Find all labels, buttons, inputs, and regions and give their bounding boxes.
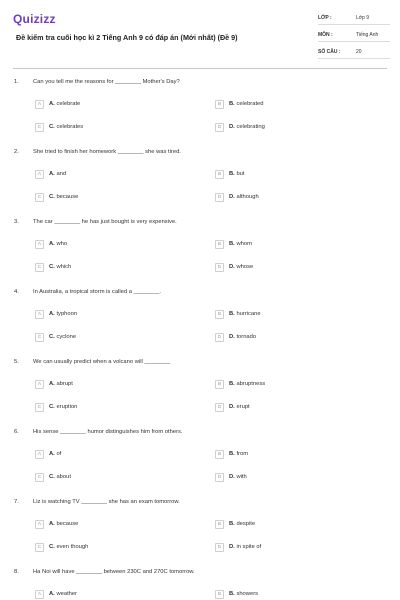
option-text: cyclone xyxy=(56,334,77,340)
answer-option[interactable] xyxy=(215,472,247,482)
option-label xyxy=(229,241,252,247)
worksheet-header xyxy=(0,0,400,64)
option-text: whom xyxy=(236,241,252,247)
question-number: 3. xyxy=(14,219,19,225)
question-text: In Australia, a tropical storm is called a ________. xyxy=(33,289,161,295)
meta-row-subject xyxy=(318,28,390,42)
option-checkbox[interactable]: D xyxy=(215,193,224,202)
answer-option[interactable] xyxy=(215,192,259,202)
meta-row-count xyxy=(318,45,390,59)
option-label xyxy=(229,194,259,200)
option-text: from xyxy=(236,451,249,457)
option-letter: B. xyxy=(229,171,235,177)
question-number: 8. xyxy=(14,569,19,575)
option-text: celebrating xyxy=(236,124,265,130)
answer-option[interactable] xyxy=(35,239,67,249)
option-text: showers xyxy=(236,591,259,597)
option-checkbox[interactable]: B xyxy=(215,170,224,179)
option-label xyxy=(49,311,77,317)
option-label xyxy=(49,334,76,340)
option-checkbox[interactable]: A xyxy=(35,100,44,109)
question-text: We can usually predict when a volcano will ________ xyxy=(33,359,171,365)
option-letter: A. xyxy=(49,381,55,387)
option-letter: C. xyxy=(49,474,55,480)
answer-option[interactable] xyxy=(35,192,78,202)
option-text: which xyxy=(56,264,72,270)
answer-option[interactable] xyxy=(215,589,258,599)
option-label xyxy=(49,241,67,247)
meta-key: SỐ CÂU : xyxy=(318,48,341,55)
option-checkbox[interactable]: B xyxy=(215,240,224,249)
question-text: Ha Noi will have ________ between 230C and 270C tomorrow. xyxy=(33,569,195,575)
option-label xyxy=(49,474,71,480)
option-letter: D. xyxy=(229,194,235,200)
option-label xyxy=(49,171,66,177)
option-checkbox[interactable]: D xyxy=(215,403,224,412)
option-label xyxy=(49,591,77,597)
option-text: hurricane xyxy=(236,311,261,317)
answer-option[interactable] xyxy=(215,239,252,249)
option-label xyxy=(229,544,261,550)
option-label xyxy=(229,101,264,107)
answer-option[interactable] xyxy=(35,262,71,272)
option-text: weather xyxy=(56,591,78,597)
option-checkbox[interactable]: D xyxy=(215,473,224,482)
option-checkbox[interactable]: D xyxy=(215,543,224,552)
header-divider xyxy=(13,68,387,69)
option-letter: A. xyxy=(49,241,55,247)
answer-option[interactable] xyxy=(35,589,77,599)
option-letter: A. xyxy=(49,451,55,457)
question-text: His sense ________ humor distinguishes him from others. xyxy=(33,429,183,435)
question-item xyxy=(0,289,400,359)
option-letter: D. xyxy=(229,544,235,550)
option-text: but xyxy=(236,171,245,177)
option-text: celebrate xyxy=(56,101,81,107)
option-label xyxy=(49,381,73,387)
meta-value: Tiếng Anh xyxy=(356,31,379,38)
option-letter: D. xyxy=(229,404,235,410)
answer-option[interactable] xyxy=(215,169,245,179)
option-text: abrupt xyxy=(56,381,73,387)
question-text: Liz is watching TV ________ she has an exam tomorrow. xyxy=(33,499,180,505)
question-text: The car ________ he has just bought is very expensive. xyxy=(33,219,177,225)
answer-option[interactable] xyxy=(35,169,66,179)
option-letter: D. xyxy=(229,124,235,130)
answer-option[interactable] xyxy=(35,122,83,132)
option-text: although xyxy=(236,194,259,200)
option-label xyxy=(229,264,253,270)
option-checkbox[interactable]: B xyxy=(215,100,224,109)
option-checkbox[interactable]: D xyxy=(215,263,224,272)
option-letter: A. xyxy=(49,101,55,107)
option-checkbox[interactable]: B xyxy=(215,520,224,529)
question-item xyxy=(0,79,400,149)
option-label xyxy=(229,591,258,597)
option-label xyxy=(49,404,77,410)
option-letter: C. xyxy=(49,334,55,340)
option-label xyxy=(49,101,80,107)
option-checkbox[interactable]: B xyxy=(215,590,224,599)
option-letter: A. xyxy=(49,521,55,527)
option-letter: B. xyxy=(229,311,235,317)
option-checkbox[interactable]: C xyxy=(35,123,44,132)
option-text: abruptness xyxy=(236,381,266,387)
option-text: eruption xyxy=(56,404,78,410)
option-label xyxy=(229,451,248,457)
answer-option[interactable] xyxy=(35,449,61,459)
answer-option[interactable] xyxy=(215,122,265,132)
option-checkbox[interactable]: C xyxy=(35,263,44,272)
worksheet-title: Đề kiểm tra cuối học kì 2 Tiếng Anh 9 có đáp án (Mới nhất) (Đề 9) xyxy=(16,33,238,42)
option-checkbox[interactable]: C xyxy=(35,193,44,202)
question-number: 2. xyxy=(14,149,19,155)
question-item xyxy=(0,499,400,569)
option-label xyxy=(49,124,83,130)
option-text: of xyxy=(56,451,62,457)
option-letter: D. xyxy=(229,474,235,480)
option-letter: C. xyxy=(49,404,55,410)
question-text: She tried to finish her homework ________ she was tired. xyxy=(33,149,181,155)
question-number: 6. xyxy=(14,429,19,435)
option-checkbox[interactable]: A xyxy=(35,380,44,389)
quizizz-logo: Quizizz xyxy=(13,12,56,26)
answer-option[interactable] xyxy=(35,542,88,552)
option-letter: C. xyxy=(49,194,55,200)
option-checkbox[interactable]: D xyxy=(215,123,224,132)
option-letter: D. xyxy=(229,334,235,340)
option-label xyxy=(49,544,88,550)
option-text: celebrates xyxy=(56,124,84,130)
answer-option[interactable] xyxy=(215,332,256,342)
option-letter: B. xyxy=(229,101,235,107)
answer-option[interactable] xyxy=(35,99,80,109)
answer-option[interactable] xyxy=(215,309,261,319)
option-text: whose xyxy=(236,264,254,270)
option-label xyxy=(229,334,256,340)
option-label xyxy=(229,381,265,387)
option-text: about xyxy=(56,474,71,480)
question-list xyxy=(0,79,400,600)
question-item xyxy=(0,569,400,600)
option-text: erupt xyxy=(236,404,250,410)
answer-option[interactable] xyxy=(35,472,71,482)
option-letter: C. xyxy=(49,264,55,270)
question-item xyxy=(0,359,400,429)
question-number: 4. xyxy=(14,289,19,295)
option-checkbox[interactable]: A xyxy=(35,450,44,459)
answer-option[interactable] xyxy=(215,542,261,552)
option-checkbox[interactable]: C xyxy=(35,403,44,412)
option-text: typhoon xyxy=(56,311,78,317)
option-letter: B. xyxy=(229,591,235,597)
option-label xyxy=(49,264,71,270)
answer-option[interactable] xyxy=(215,262,253,272)
option-letter: B. xyxy=(229,381,235,387)
option-checkbox[interactable]: D xyxy=(215,333,224,342)
option-label xyxy=(229,521,255,527)
option-text: because xyxy=(56,194,79,200)
option-label xyxy=(229,474,247,480)
meta-row-class xyxy=(318,11,390,25)
option-checkbox[interactable]: C xyxy=(35,543,44,552)
option-checkbox[interactable]: A xyxy=(35,520,44,529)
option-checkbox[interactable]: B xyxy=(215,380,224,389)
answer-option[interactable] xyxy=(215,519,255,529)
option-checkbox[interactable]: A xyxy=(35,170,44,179)
meta-key: MÔN : xyxy=(318,31,333,38)
option-checkbox[interactable]: A xyxy=(35,590,44,599)
option-label xyxy=(229,311,261,317)
answer-option[interactable] xyxy=(215,379,265,389)
answer-option[interactable] xyxy=(35,379,73,389)
answer-option[interactable] xyxy=(215,99,264,109)
option-label xyxy=(229,124,265,130)
option-text: celebrated xyxy=(236,101,264,107)
meta-value: 20 xyxy=(356,48,362,55)
option-label xyxy=(49,194,78,200)
question-number: 7. xyxy=(14,499,19,505)
option-text: tornado xyxy=(236,334,257,340)
option-text: because xyxy=(56,521,79,527)
question-text: Can you tell me the reasons for ________ Mother's Day? xyxy=(33,79,180,85)
option-label xyxy=(229,171,245,177)
option-label xyxy=(49,521,78,527)
answer-option[interactable] xyxy=(35,309,77,319)
option-letter: B. xyxy=(229,451,235,457)
answer-option[interactable] xyxy=(215,402,250,412)
option-letter: B. xyxy=(229,521,235,527)
option-checkbox[interactable]: C xyxy=(35,333,44,342)
option-text: with xyxy=(236,474,247,480)
meta-value: Lớp 9 xyxy=(356,14,370,21)
option-checkbox[interactable]: B xyxy=(215,310,224,319)
option-label xyxy=(229,404,250,410)
question-item xyxy=(0,149,400,219)
option-text: even though xyxy=(56,544,89,550)
option-text: in spite of xyxy=(236,544,262,550)
option-text: and xyxy=(56,171,67,177)
option-checkbox[interactable]: C xyxy=(35,473,44,482)
question-number: 1. xyxy=(14,79,19,85)
answer-option[interactable] xyxy=(35,402,77,412)
option-letter: D. xyxy=(229,264,235,270)
option-text: despite xyxy=(236,521,256,527)
question-item xyxy=(0,219,400,289)
option-checkbox[interactable]: A xyxy=(35,310,44,319)
option-checkbox[interactable]: B xyxy=(215,450,224,459)
option-text: who xyxy=(56,241,68,247)
option-letter: A. xyxy=(49,311,55,317)
option-letter: C. xyxy=(49,544,55,550)
option-label xyxy=(49,451,61,457)
meta-key: LỚP : xyxy=(318,14,332,21)
answer-option[interactable] xyxy=(35,332,76,342)
question-item xyxy=(0,429,400,499)
worksheet-meta xyxy=(318,11,390,62)
option-letter: C. xyxy=(49,124,55,130)
option-letter: B. xyxy=(229,241,235,247)
option-letter: A. xyxy=(49,171,55,177)
option-letter: A. xyxy=(49,591,55,597)
answer-option[interactable] xyxy=(35,519,78,529)
answer-option[interactable] xyxy=(215,449,248,459)
question-number: 5. xyxy=(14,359,19,365)
option-checkbox[interactable]: A xyxy=(35,240,44,249)
